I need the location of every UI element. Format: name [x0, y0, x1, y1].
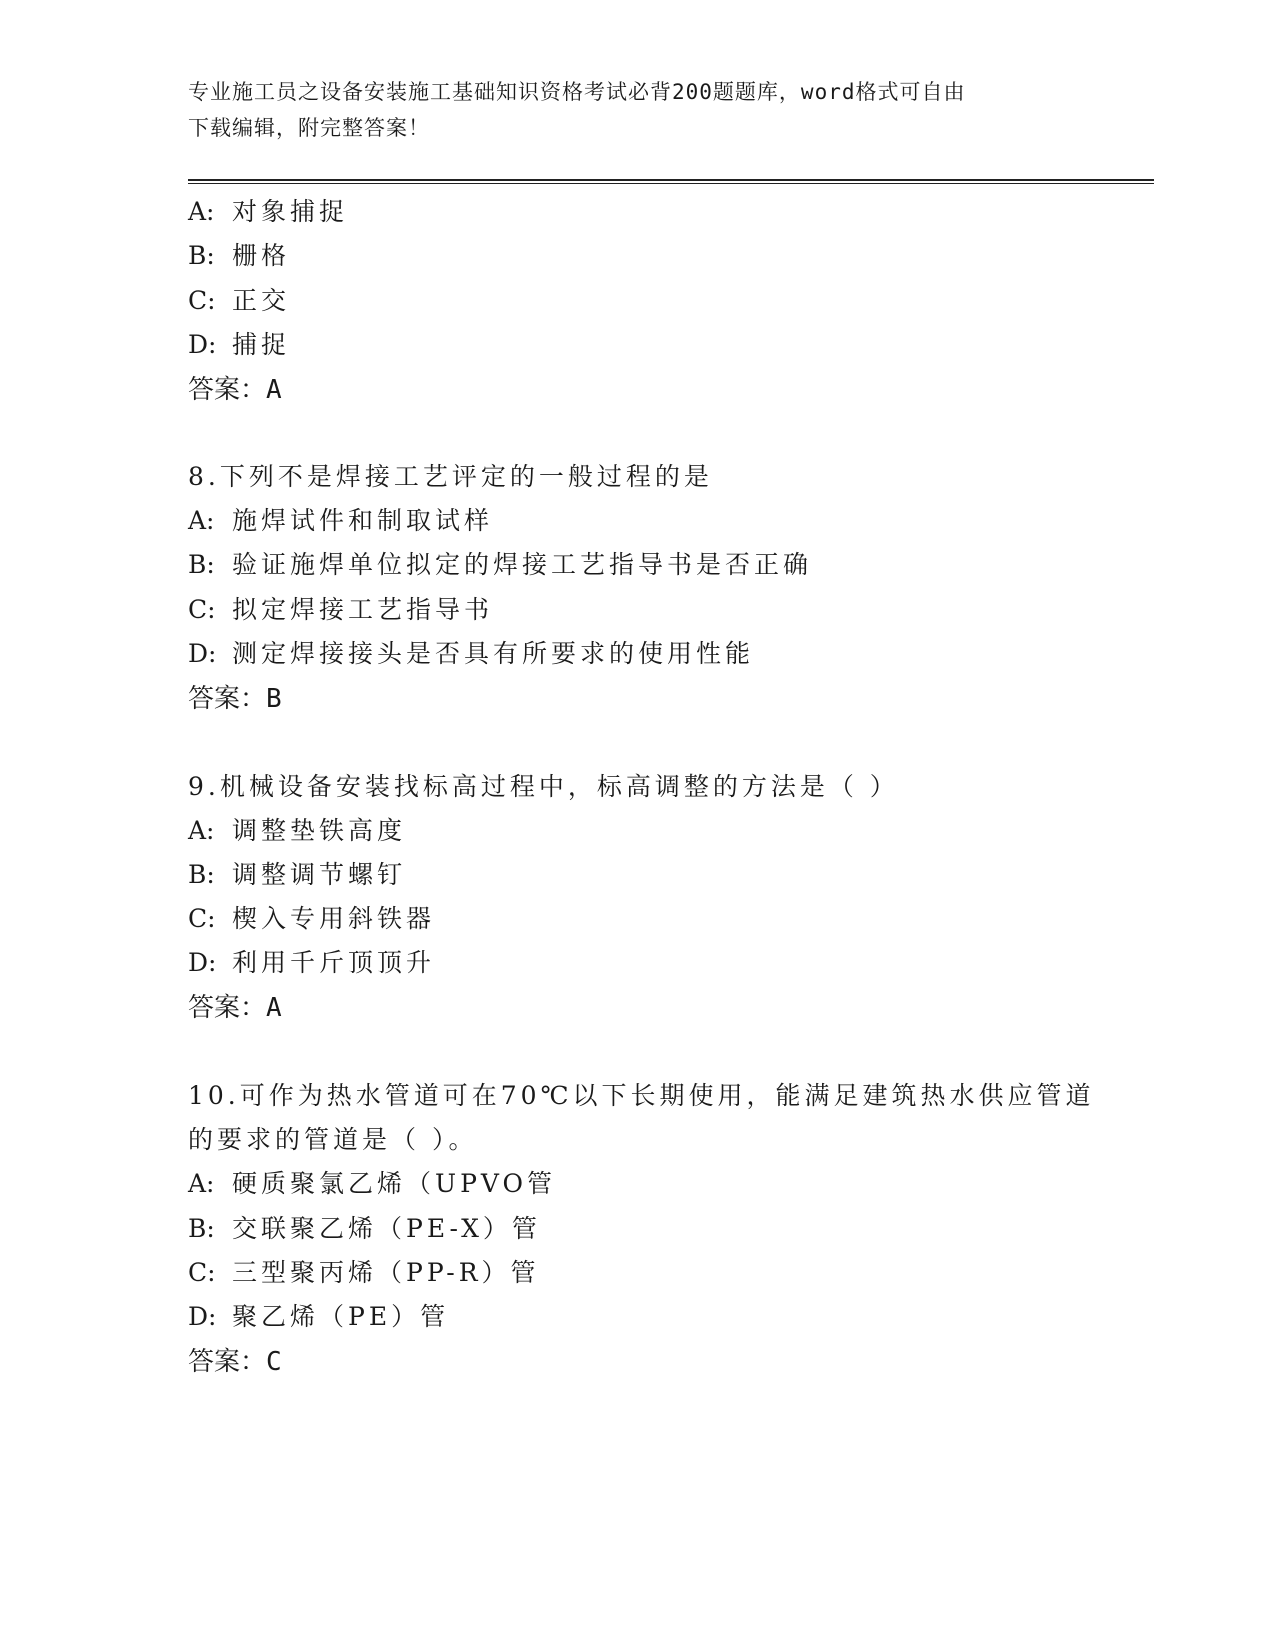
q9-option-c	[188, 899, 435, 935]
q9-option-d	[188, 943, 435, 979]
option-text: 调整垫铁高度	[232, 816, 407, 845]
option-letter: A:	[188, 1169, 215, 1198]
q10-question-line-1: 10.可作为热水管道可在70℃以下长期使用，能满足建筑热水供应管道	[188, 1081, 1095, 1110]
option-letter: B:	[188, 550, 215, 579]
header-line-1: 专业施工员之设备安装施工基础知识资格考试必背200题题库，word格式可自由	[188, 80, 966, 104]
q7-answer: 答案：A	[188, 375, 282, 405]
option-text: 验证施焊单位拟定的焊接工艺指导书是否正确	[232, 550, 813, 579]
option-text: 捕捉	[232, 330, 291, 359]
option-text: 栅格	[232, 241, 291, 270]
q10-option-b	[188, 1209, 541, 1245]
q8-answer: 答案：B	[188, 684, 282, 714]
q7-option-c	[188, 281, 290, 317]
q8-option-d	[188, 634, 754, 670]
option-letter: B:	[188, 860, 215, 889]
option-letter: C:	[188, 595, 216, 624]
option-letter: D:	[188, 639, 217, 668]
document-header	[188, 74, 1088, 146]
q7-option-a	[188, 192, 348, 228]
option-text: 施焊试件和制取试样	[232, 506, 494, 535]
option-text: 调整调节螺钉	[232, 860, 407, 889]
option-letter: C:	[188, 1258, 216, 1287]
option-letter: D:	[188, 1302, 217, 1331]
option-letter: A:	[188, 506, 215, 535]
option-letter: B:	[188, 241, 215, 270]
q8-option-b	[188, 545, 812, 581]
option-letter: A:	[188, 197, 215, 226]
option-text: 硬质聚氯乙烯（UPVO管	[232, 1169, 557, 1198]
q7-option-d	[188, 325, 290, 361]
q9-question: 9.机械设备安装找标高过程中，标高调整的方法是（ ）	[188, 772, 899, 801]
q8-question: 8.下列不是焊接工艺评定的一般过程的是	[188, 462, 713, 491]
option-text: 测定焊接接头是否具有所要求的使用性能	[232, 639, 755, 668]
option-text: 正交	[232, 286, 291, 315]
option-letter: A:	[188, 816, 215, 845]
option-letter: C:	[188, 286, 216, 315]
option-text: 聚乙烯（PE）管	[232, 1302, 450, 1331]
q10-option-c	[188, 1253, 540, 1289]
option-text: 利用千斤顶顶升	[232, 948, 436, 977]
option-text: 交联聚乙烯（PE-X）管	[232, 1214, 541, 1243]
option-text: 楔入专用斜铁器	[232, 904, 436, 933]
option-letter: D:	[188, 948, 217, 977]
q10-question-line-2: 的要求的管道是（ ）。	[188, 1125, 478, 1154]
option-text: 三型聚丙烯（PP-R）管	[232, 1258, 540, 1287]
header-divider-thin	[188, 183, 1154, 184]
option-letter: B:	[188, 1214, 215, 1243]
q8-option-c	[188, 590, 493, 626]
header-divider-thick	[188, 179, 1154, 181]
option-letter: C:	[188, 904, 216, 933]
q10-answer: 答案：C	[188, 1347, 282, 1377]
q8-option-a	[188, 501, 493, 537]
header-line-2: 下载编辑，附完整答案！	[188, 116, 430, 140]
q9-option-a	[188, 811, 406, 847]
q10-option-d	[188, 1297, 449, 1333]
q9-answer: 答案：A	[188, 993, 282, 1023]
q7-option-b	[188, 236, 290, 272]
option-text: 拟定焊接工艺指导书	[232, 595, 494, 624]
option-text: 对象捕捉	[232, 197, 349, 226]
q10-option-a	[188, 1164, 556, 1200]
q9-option-b	[188, 855, 406, 891]
option-letter: D:	[188, 330, 217, 359]
